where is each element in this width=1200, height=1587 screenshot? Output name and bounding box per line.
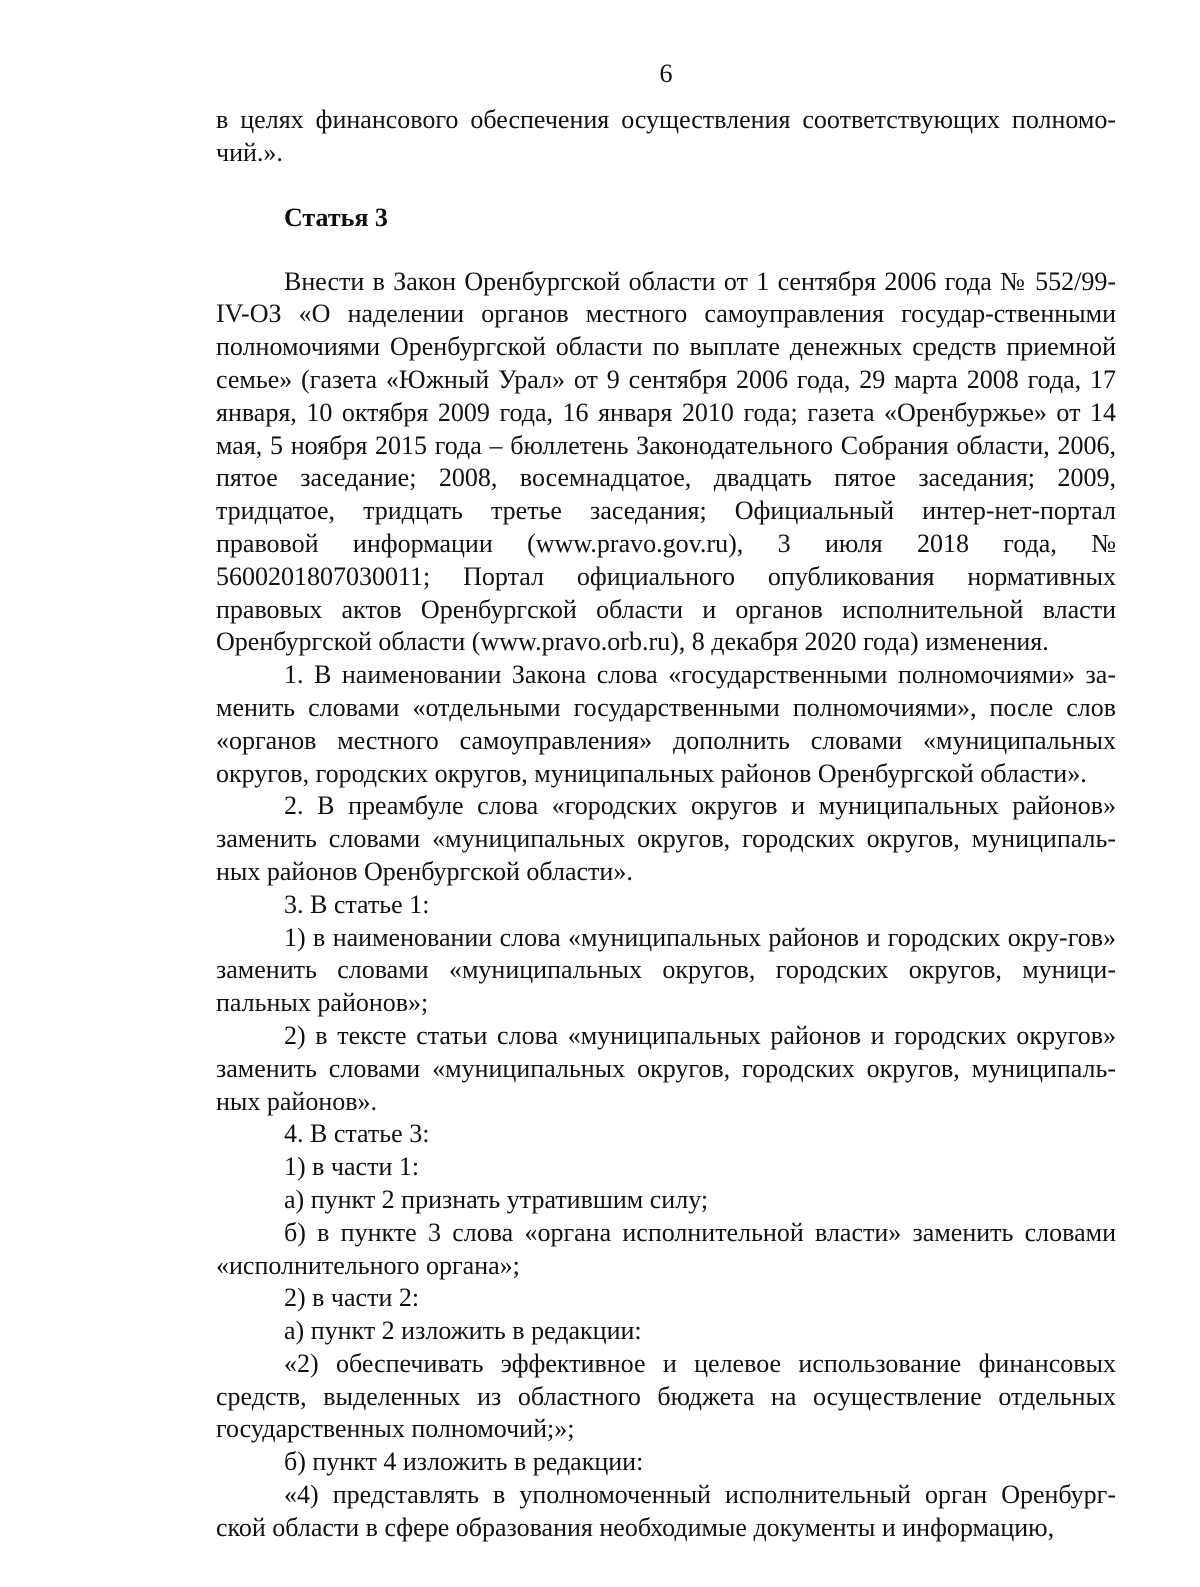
- paragraph: б) в пункте 3 слова «органа исполнительной власти» заменить словами «исполнительного органа»;: [216, 1217, 1116, 1280]
- paragraph: 2) в тексте статьи слова «муниципальных районов и городских округов» заменить словами «муниципальных округов, городских округов, муниципаль-ных районов».: [216, 1020, 1116, 1116]
- paragraph: 1. В наименовании Закона слова «государственными полномочиями» за-менить словами «отдельными государственными полномочиями», после слов «органов местного самоуправления» дополнить словами «муниципальных округов, городских округов, муниципальных районов Оренбургской области».: [216, 660, 1116, 788]
- paragraph: «2) обеспечивать эффективное и целевое использование финансовых средств, выделенных из областного бюджета на осуществление отдельных государственных полномочий;»;: [216, 1348, 1116, 1444]
- paragraph: 3. В статье 1:: [284, 889, 430, 919]
- spacer: [216, 170, 1116, 202]
- paragraph: 2. В преамбуле слова «городских округов и муниципальных районов» заменить словами «муниципальных округов, городских округов, муниципаль-ных районов Оренбургской области».: [216, 791, 1116, 886]
- spacer: [216, 234, 1116, 266]
- document-body: [216, 104, 1116, 1545]
- paragraph: 2) в части 2:: [284, 1283, 420, 1313]
- paragraph: б) пункт 4 изложить в редакции:: [284, 1447, 644, 1477]
- paragraph: Внести в Закон Оренбургской области от 1 сентября 2006 года № 552/99-IV-ОЗ «О наделении органов местного самоуправления государ-ственными полномочиями Оренбургской области по выплате денежных средств приемной семье» (газета «Южный Урал» от 9 сентября 2006 года, 29 марта 2008 года, 17 января, 10 октября 2009 года, 16 января 2010 года; газета «Оренбуржье» от 14 мая, 5 ноября 2015 года – бюллетень Законодательного Собрания области, 2006, пятое заседание; 2008, восемнадцатое, двадцать пятое заседания; 2009, тридцатое, тридцать третье заседания; Официальный интер-нет-портал правовой информации (www.pravo.gov.ru), 3 июля 2018 года, № 5600201807030011; Портал официального опубликования нормативных правовых актов Оренбургской области и органов исполнительной власти Оренбургской области (www.pravo.orb.ru), 8 декабря 2020 года) изменения.: [216, 266, 1116, 657]
- paragraph: а) пункт 2 признать утратившим силу;: [284, 1184, 709, 1214]
- paragraph: 4. В статье 3:: [284, 1119, 430, 1149]
- paragraph: 1) в части 1:: [284, 1152, 420, 1182]
- paragraph: 1) в наименовании слова «муниципальных районов и городских окру-гов» заменить словами «муниципальных округов, городских округов, муници-пальных районов»;: [216, 922, 1116, 1018]
- paragraph: в целях финансового обеспечения осуществления соответствующих полномо-чий.».: [216, 105, 1116, 167]
- paragraph: а) пункт 2 изложить в редакции:: [284, 1316, 642, 1346]
- paragraph: «4) представлять в уполномоченный исполнительный орган Оренбург-ской области в сфере образования необходимые документы и информацию,: [216, 1480, 1116, 1542]
- article-title: Статья 3: [284, 202, 388, 232]
- page-number: 6: [659, 59, 673, 88]
